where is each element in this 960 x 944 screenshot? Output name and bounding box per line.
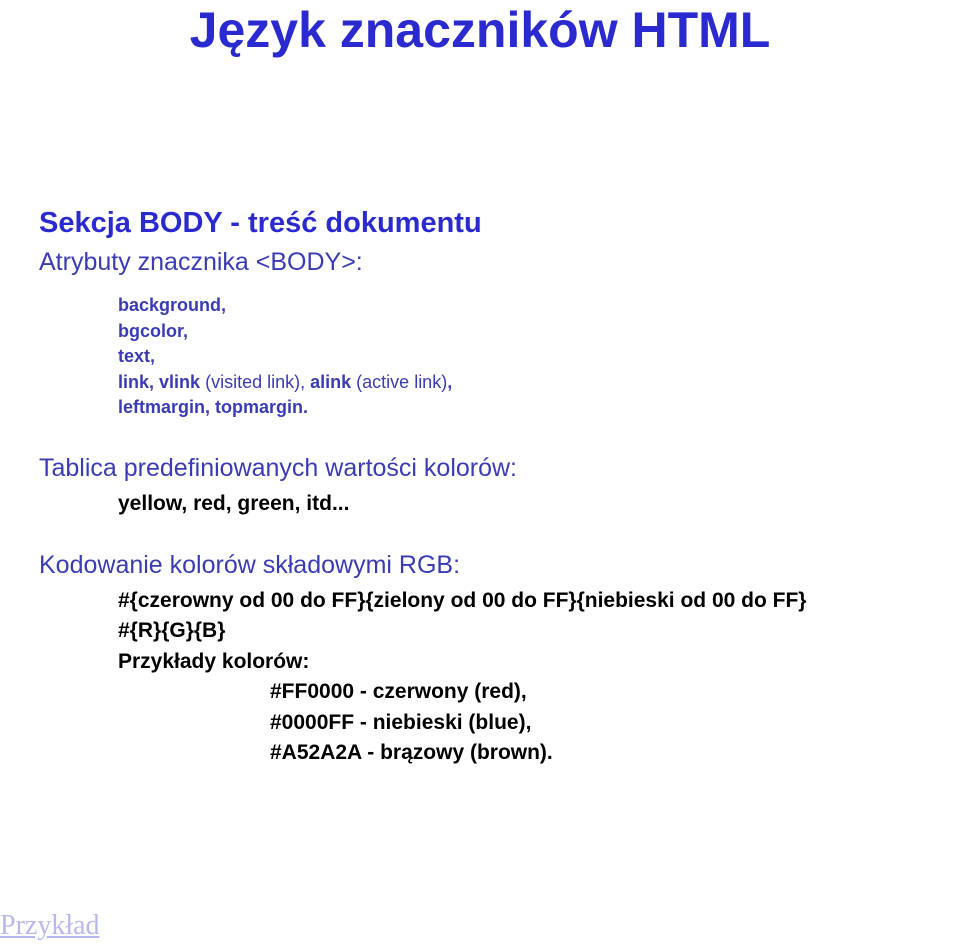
attribute-line (118, 293, 452, 319)
attribute-background: background, (118, 295, 227, 315)
attribute-comma: , (447, 371, 453, 392)
rgb-format: #{czerowny od 00 do FF}{zielony od 00 do FF}{niebieski od 00 do FF} (118, 589, 807, 612)
rgb-short: #{R}{G}{B} (118, 619, 226, 642)
rgb-lead: Kodowanie kolorów składowymi RGB: (39, 551, 461, 579)
color-example-red: #FF0000 - czerwony (red), (270, 680, 527, 703)
body-attributes-lead: Atrybuty znacznika <BODY>: (39, 248, 363, 276)
attribute-margins: leftmargin, topmargin. (118, 397, 309, 417)
attribute-link: link, (118, 371, 155, 392)
color-example-brown: #A52A2A - brązowy (brown). (270, 741, 553, 764)
example-link[interactable]: Przykład (0, 910, 100, 941)
attribute-line (118, 395, 452, 421)
colors-table-values: yellow, red, green, itd... (118, 492, 350, 515)
page-title: Język znaczników HTML (189, 2, 771, 58)
attribute-line (118, 344, 452, 370)
attribute-bgcolor: bgcolor, (118, 320, 189, 341)
examples-heading: Przykłady kolorów: (118, 650, 310, 673)
attribute-line (118, 319, 452, 345)
attribute-text: text, (118, 346, 156, 366)
attribute-alink-note: (active link) (356, 371, 448, 392)
attribute-line (118, 370, 452, 396)
color-example-blue: #0000FF - niebieski (blue), (270, 711, 532, 734)
attribute-vlink: vlink (159, 371, 201, 392)
attribute-alink: alink (310, 371, 352, 392)
colors-table-lead: Tablica predefiniowanych wartości kolorów: (39, 454, 518, 482)
section-heading: Sekcja BODY - treść dokumentu (39, 207, 482, 239)
attribute-list (118, 293, 452, 421)
attribute-vlink-note: (visited link), (205, 371, 306, 392)
